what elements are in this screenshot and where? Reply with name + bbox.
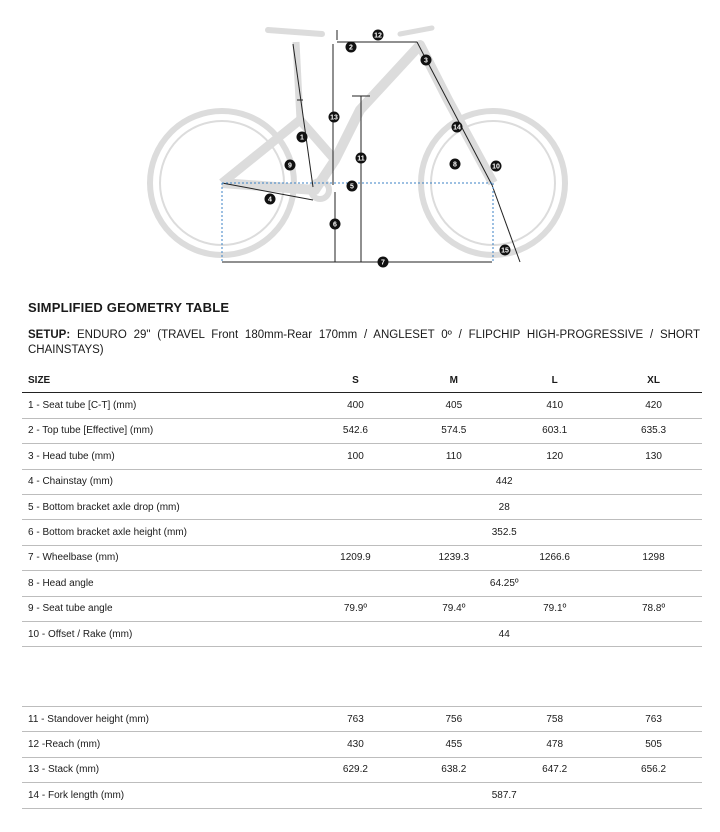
cell-value: 400 xyxy=(308,393,404,418)
svg-text:9: 9 xyxy=(288,162,292,170)
marker-12 xyxy=(373,30,384,41)
cell-value: 1209.9 xyxy=(308,545,404,570)
cell-value: 629.2 xyxy=(308,757,404,782)
marker-14 xyxy=(452,122,463,133)
table-row xyxy=(22,545,702,570)
table-row xyxy=(22,621,702,646)
cell-value: 1298 xyxy=(605,545,702,570)
cell-value: 410 xyxy=(504,393,605,418)
svg-text:1: 1 xyxy=(300,134,304,142)
table-row xyxy=(22,571,702,596)
table-row xyxy=(22,494,702,519)
handlebar xyxy=(400,28,432,34)
geometry-table-continued xyxy=(22,706,702,809)
cell-value: 430 xyxy=(308,732,404,757)
row-label: 9 - Seat tube angle xyxy=(22,596,308,621)
cell-value: 455 xyxy=(403,732,504,757)
cell-shared-value: 28 xyxy=(403,494,605,519)
cell-value: 505 xyxy=(605,732,702,757)
bike-silhouette xyxy=(150,28,565,255)
marker-9 xyxy=(285,160,296,171)
cell-value: 79.4º xyxy=(403,596,504,621)
marker-7 xyxy=(378,257,389,268)
cell-shared-value: 587.7 xyxy=(403,783,605,808)
marker-4 xyxy=(265,194,276,205)
table-row xyxy=(22,783,702,808)
row-label: 11 - Standover height (mm) xyxy=(22,707,308,732)
svg-text:4: 4 xyxy=(268,196,272,204)
marker-2 xyxy=(346,42,357,53)
svg-text:2: 2 xyxy=(349,44,353,52)
table-row xyxy=(22,732,702,757)
svg-text:6: 6 xyxy=(333,221,337,229)
svg-text:3: 3 xyxy=(424,57,428,65)
row-label: 5 - Bottom bracket axle drop (mm) xyxy=(22,494,308,519)
svg-text:12: 12 xyxy=(374,32,382,40)
cell-value: 120 xyxy=(504,444,605,469)
saddle xyxy=(268,30,322,34)
row-label: 2 - Top tube [Effective] (mm) xyxy=(22,418,308,443)
table-row xyxy=(22,418,702,443)
row-label: 14 - Fork length (mm) xyxy=(22,783,308,808)
cell-value: 635.3 xyxy=(605,418,702,443)
svg-text:10: 10 xyxy=(492,163,500,171)
geometry-table xyxy=(22,368,702,647)
cell-value: 763 xyxy=(308,707,404,732)
cell-value: 574.5 xyxy=(403,418,504,443)
page-title: SIMPLIFIED GEOMETRY TABLE xyxy=(28,300,230,315)
row-label: 1 - Seat tube [C-T] (mm) xyxy=(22,393,308,418)
header-xl: XL xyxy=(605,368,702,393)
row-label: 12 -Reach (mm) xyxy=(22,732,308,757)
svg-text:15: 15 xyxy=(501,247,509,255)
cell-value: 758 xyxy=(504,707,605,732)
cell-value: 647.2 xyxy=(504,757,605,782)
reference-lines xyxy=(222,183,493,262)
table-row xyxy=(22,520,702,545)
cell-value: 656.2 xyxy=(605,757,702,782)
row-label: 4 - Chainstay (mm) xyxy=(22,469,308,494)
row-label: 8 - Head angle xyxy=(22,571,308,596)
cell-value: 638.2 xyxy=(403,757,504,782)
header-m: M xyxy=(403,368,504,393)
marker-6 xyxy=(330,219,341,230)
row-label: 13 - Stack (mm) xyxy=(22,757,308,782)
cell-value: 1239.3 xyxy=(403,545,504,570)
cell-value: 130 xyxy=(605,444,702,469)
svg-text:13: 13 xyxy=(330,114,338,122)
bike-geometry-diagram xyxy=(0,0,720,285)
cell-shared-value: 44 xyxy=(403,621,605,646)
svg-text:8: 8 xyxy=(453,161,457,169)
table-row xyxy=(22,596,702,621)
setup-description xyxy=(28,328,700,358)
marker-3 xyxy=(421,55,432,66)
row-label: 6 - Bottom bracket axle height (mm) xyxy=(22,520,308,545)
cell-value: 478 xyxy=(504,732,605,757)
cell-value: 405 xyxy=(403,393,504,418)
cell-value: 100 xyxy=(308,444,404,469)
cell-shared-value: 64.25º xyxy=(403,571,605,596)
cell-shared-value: 352.5 xyxy=(403,520,605,545)
row-label: 7 - Wheelbase (mm) xyxy=(22,545,308,570)
svg-text:5: 5 xyxy=(350,183,354,191)
svg-text:11: 11 xyxy=(357,155,365,163)
cell-value: 79.1º xyxy=(504,596,605,621)
marker-11 xyxy=(356,153,367,164)
header-size: SIZE xyxy=(22,368,308,393)
header-s: S xyxy=(308,368,404,393)
setup-text: ENDURO 29" (TRAVEL Front 180mm-Rear 170mm / ANGLESET 0º / FLIPCHIP HIGH-PROGRESSIVE / SHORT CHAINSTAYS) xyxy=(28,329,701,356)
setup-label: SETUP: xyxy=(28,329,71,341)
svg-text:7: 7 xyxy=(381,259,385,267)
cell-value: 756 xyxy=(403,707,504,732)
table-header-row xyxy=(22,368,702,393)
marker-1 xyxy=(297,132,308,143)
marker-5 xyxy=(347,181,358,192)
table-row xyxy=(22,444,702,469)
table-row xyxy=(22,707,702,732)
cell-value: 78.8º xyxy=(605,596,702,621)
svg-text:14: 14 xyxy=(453,124,461,132)
cell-value: 542.6 xyxy=(308,418,404,443)
cell-value: 1266.6 xyxy=(504,545,605,570)
marker-13 xyxy=(329,112,340,123)
header-l: L xyxy=(504,368,605,393)
row-label: 3 - Head tube (mm) xyxy=(22,444,308,469)
table-row xyxy=(22,757,702,782)
marker-8 xyxy=(450,159,461,170)
row-label: 10 - Offset / Rake (mm) xyxy=(22,621,308,646)
cell-value: 763 xyxy=(605,707,702,732)
cell-value: 79.9º xyxy=(308,596,404,621)
cell-value: 110 xyxy=(403,444,504,469)
marker-15 xyxy=(500,245,511,256)
table-row xyxy=(22,393,702,418)
cell-shared-value: 442 xyxy=(403,469,605,494)
cell-value: 603.1 xyxy=(504,418,605,443)
table-row xyxy=(22,469,702,494)
cell-value: 420 xyxy=(605,393,702,418)
seat-stay xyxy=(222,120,335,183)
marker-10 xyxy=(491,161,502,172)
